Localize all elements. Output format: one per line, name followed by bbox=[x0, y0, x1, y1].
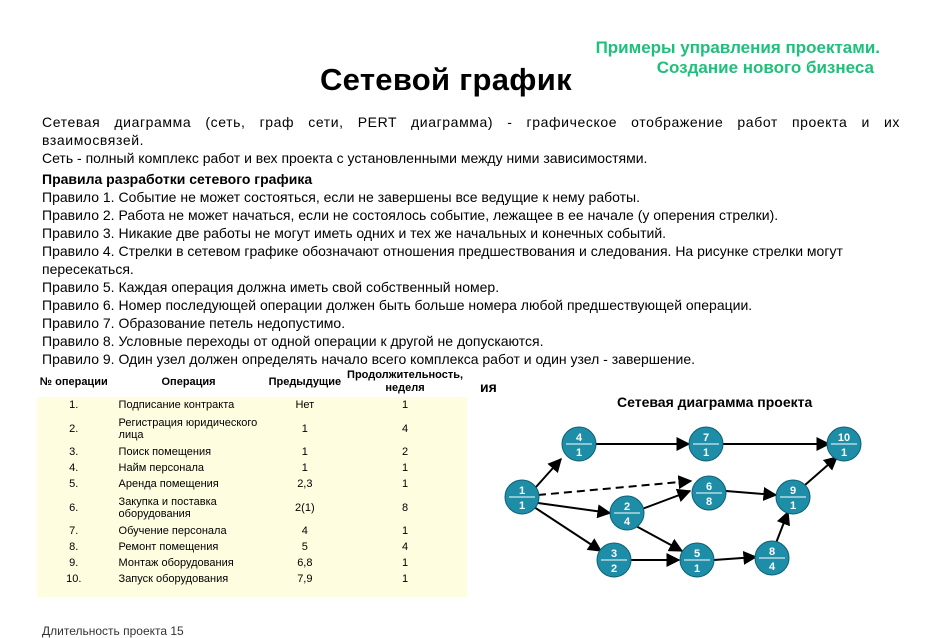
cell-operation: Подписание контракта bbox=[118, 399, 235, 411]
diagram-nodes bbox=[505, 427, 861, 577]
cell-duration: 8 bbox=[401, 501, 409, 514]
rule-7: Правило 7. Образование петель недопустимо. bbox=[42, 315, 346, 331]
page-title: Сетевой график bbox=[320, 62, 572, 97]
node-2 bbox=[610, 496, 644, 530]
cell-operation: Закупка и поставка оборудования bbox=[118, 495, 217, 520]
operations-table bbox=[37, 367, 467, 597]
cell-previous: 1 bbox=[301, 422, 308, 435]
node-number: 10 bbox=[837, 432, 851, 444]
cell-number: 1. bbox=[69, 399, 79, 411]
node-number: 4 bbox=[575, 432, 583, 444]
edge-1-2 bbox=[538, 503, 610, 513]
col-header-number: № операции bbox=[37, 367, 111, 397]
cell-operation: Аренда помещения bbox=[118, 478, 219, 490]
node-number: 8 bbox=[768, 546, 776, 558]
cell-previous: 2,3 bbox=[297, 478, 313, 490]
network-diagram bbox=[500, 415, 880, 585]
cell-number: 4. bbox=[69, 462, 79, 474]
rule-2: Правило 2. Работа не может начаться, если не состоялось событие, лежащее в ее начале (у оперения стрелки). bbox=[42, 207, 779, 223]
cell-duration: 1 bbox=[401, 557, 409, 569]
subtitle-line-1: Примеры управления проектами. bbox=[595, 38, 880, 57]
cell-number: 7. bbox=[69, 525, 79, 537]
cell-number: 9. bbox=[69, 557, 79, 569]
cell-duration: 1 bbox=[401, 478, 409, 490]
rules-heading: Правила разработки сетевого графика bbox=[42, 171, 313, 187]
col-header-operation: Операция bbox=[111, 367, 267, 397]
table-row bbox=[37, 571, 467, 587]
cell-number: 10. bbox=[66, 573, 82, 585]
network-paragraph: Сеть - полный комплекс работ и вех проекта с установленными между ними зависимостями. bbox=[42, 150, 648, 166]
cell-operation: Обучение персонала bbox=[118, 525, 227, 537]
overlapped-heading-tail: ия bbox=[480, 379, 497, 395]
cell-number: 8. bbox=[69, 541, 79, 553]
cell-duration: 1 bbox=[401, 525, 409, 537]
node-4 bbox=[562, 427, 596, 461]
node-9 bbox=[776, 480, 810, 514]
cell-previous: 1 bbox=[301, 462, 308, 474]
rule-1: Правило 1. Событие не может состояться, если не завершены все ведущие к нему работы. bbox=[42, 189, 640, 205]
rule-4: Правило 4. Стрелки в сетевом графике обозначают отношения предшествования и следования. На рисунке стрелки могут пересекаться. bbox=[42, 243, 843, 277]
definition-paragraph bbox=[42, 113, 900, 149]
node-10 bbox=[827, 427, 861, 461]
node-6 bbox=[692, 476, 726, 510]
node-5 bbox=[680, 543, 714, 577]
table-row bbox=[37, 492, 467, 523]
node-duration: 1 bbox=[789, 500, 797, 512]
col-header-previous: Предыдущие bbox=[267, 367, 344, 397]
cell-operation: Ремонт помещения bbox=[118, 541, 219, 553]
col-header-duration: Продолжительность, неделя bbox=[343, 367, 467, 397]
node-1 bbox=[505, 480, 539, 514]
node-duration: 4 bbox=[623, 516, 631, 528]
cell-operation: Найм персонала bbox=[118, 462, 205, 474]
cell-previous: 5 bbox=[301, 541, 308, 553]
cell-number: 3. bbox=[69, 446, 79, 458]
cell-previous: Нет bbox=[295, 399, 315, 411]
operations-table-grid bbox=[37, 367, 467, 587]
table-row bbox=[37, 523, 467, 539]
node-number: 9 bbox=[789, 485, 797, 497]
node-duration: 8 bbox=[705, 496, 713, 508]
node-duration: 1 bbox=[702, 447, 710, 459]
node-number: 6 bbox=[705, 481, 713, 493]
node-3 bbox=[597, 543, 631, 577]
node-duration: 2 bbox=[610, 563, 618, 575]
cell-duration: 4 bbox=[401, 422, 409, 435]
edge-9-10 bbox=[805, 457, 837, 485]
rule-5: Правило 5. Каждая операция должна иметь свой собственный номер. bbox=[42, 279, 500, 295]
node-duration: 1 bbox=[693, 563, 701, 575]
cell-previous: 4 bbox=[301, 525, 308, 537]
rule-6: Правило 6. Номер последующей операции должен быть больше номера любой предшествующей операции. bbox=[42, 297, 753, 313]
table-row bbox=[37, 476, 467, 492]
cell-previous: 2(1) bbox=[295, 501, 315, 514]
cell-previous: 6,8 bbox=[297, 557, 313, 569]
definition-term: Сетевая диаграмма (сеть, граф сети, PERT диаграмма) bbox=[42, 114, 494, 130]
table-row bbox=[37, 444, 467, 460]
footer-cut-text: Длительность проекта 15 bbox=[42, 624, 184, 638]
node-duration: 1 bbox=[840, 447, 848, 459]
cell-operation: Поиск помещения bbox=[118, 446, 212, 458]
table-row bbox=[37, 397, 467, 413]
edge-6-9 bbox=[726, 491, 776, 495]
node-number: 1 bbox=[518, 485, 526, 497]
definition-rest: - графическое отображение работ проекта и их взаимосвязей. bbox=[42, 114, 900, 148]
cell-number: 6. bbox=[69, 501, 79, 514]
rule-8: Правило 8. Условные переходы от одной операции к другой не допускаются. bbox=[42, 333, 544, 349]
cell-number: 2. bbox=[69, 422, 79, 435]
table-row bbox=[37, 460, 467, 476]
edge-1-6-dashed bbox=[538, 481, 691, 495]
edge-5-8 bbox=[714, 557, 756, 560]
cell-operation: Регистрация юридического лица bbox=[118, 416, 258, 441]
cell-duration: 2 bbox=[401, 446, 409, 458]
node-7 bbox=[689, 427, 723, 461]
network-diagram-title: Сетевая диаграмма проекта bbox=[617, 394, 813, 410]
cell-operation: Запуск оборудования bbox=[118, 573, 229, 585]
node-8 bbox=[755, 541, 789, 575]
cell-duration: 1 bbox=[401, 573, 409, 585]
node-duration: 4 bbox=[768, 561, 776, 573]
edge-2-5 bbox=[634, 525, 682, 551]
table-header-row bbox=[37, 367, 467, 397]
table-row bbox=[37, 539, 467, 555]
cell-operation: Монтаж оборудования bbox=[118, 557, 234, 569]
rule-3: Правило 3. Никакие две работы не могут иметь одних и тех же начальных и конечных событий. bbox=[42, 225, 667, 241]
body-text bbox=[42, 113, 900, 368]
cell-previous: 7,9 bbox=[297, 573, 313, 585]
node-number: 7 bbox=[702, 432, 710, 444]
table-row bbox=[37, 555, 467, 571]
rule-9: Правило 9. Один узел должен определять начало всего комплекса работ и один узел - завершение. bbox=[42, 351, 696, 367]
cell-duration: 1 bbox=[401, 399, 409, 411]
cell-previous: 1 bbox=[301, 446, 308, 458]
cell-duration: 1 bbox=[401, 462, 409, 474]
node-duration: 1 bbox=[518, 500, 526, 512]
subtitle-line-2: Создание нового бизнеса bbox=[656, 58, 874, 77]
node-duration: 1 bbox=[575, 447, 583, 459]
edge-8-9 bbox=[776, 512, 788, 543]
cell-duration: 4 bbox=[401, 541, 409, 553]
node-number: 3 bbox=[610, 548, 618, 560]
edge-1-3 bbox=[534, 507, 601, 551]
cell-number: 5. bbox=[69, 478, 79, 490]
table-row bbox=[37, 413, 467, 444]
edge-1-4 bbox=[536, 459, 561, 487]
node-number: 2 bbox=[623, 501, 631, 513]
node-number: 5 bbox=[693, 548, 701, 560]
edge-2-6 bbox=[642, 491, 690, 509]
